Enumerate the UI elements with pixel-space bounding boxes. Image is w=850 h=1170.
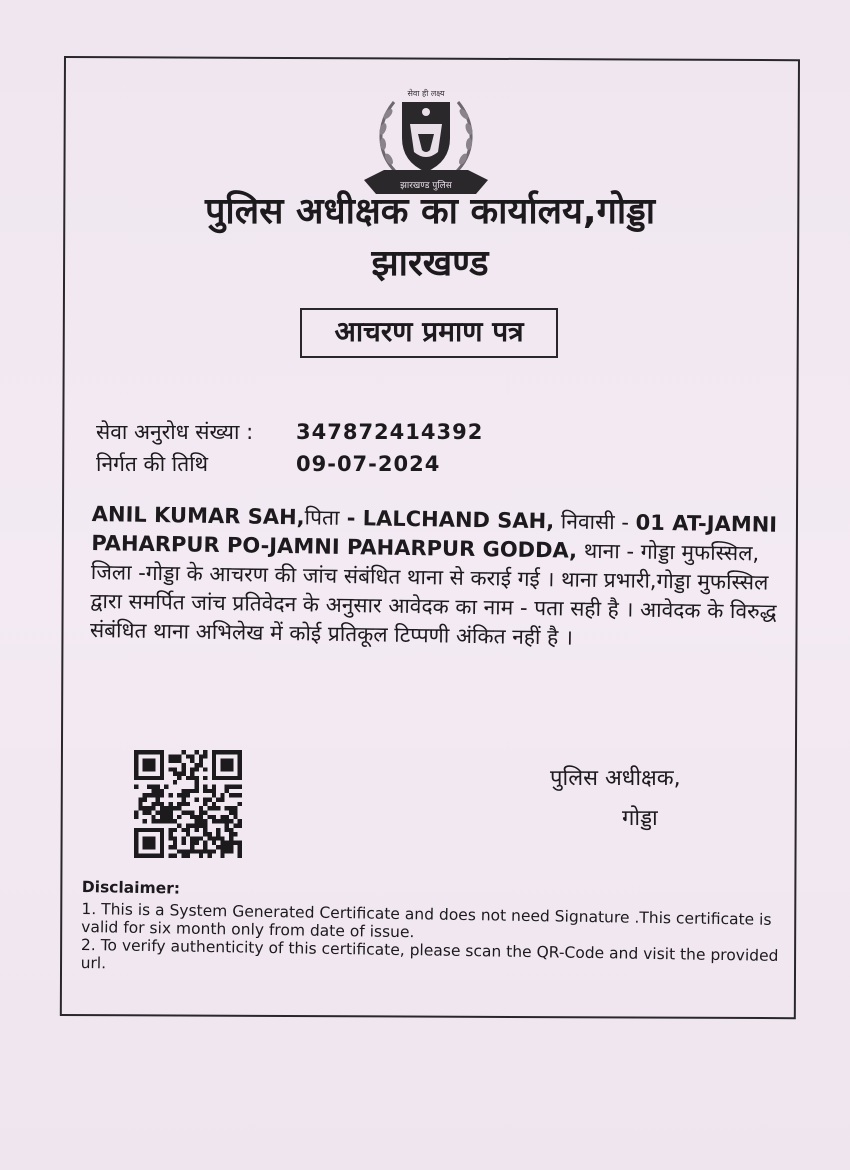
service-request-number: 347872414392 [296, 420, 484, 444]
office-title [150, 186, 710, 290]
disclaimer-item-1: 1. This is a System Generated Certificate and does not need Signature .This certificate is valid for six month only from date of issue. [81, 899, 772, 942]
signatory-location: गोड्डा [622, 806, 658, 831]
signatory-designation: पुलिस अधीक्षक, [550, 766, 681, 791]
service-request-row [96, 418, 483, 446]
service-request-label: सेवा अनुरोध संख्या : [96, 420, 254, 444]
disclaimer-heading: Disclaimer: [81, 878, 181, 898]
issue-date-row [96, 450, 440, 478]
certificate-body [90, 500, 790, 656]
certificate-body-text: थाना - गोड्डा मुफस्सिल, जिला -गोड्डा के आचरण की जांच संबंधित थाना से कराई गई । थाना प्रभारी,गोड्डा मुफस्सिल द्वारा समर्पित जांच प्रतिवेदन के अनुसार आवेदक का नाम - पता सही है । आवेदक के विरुद्ध संबंधित थाना अभिलेख में कोई प्रतिकूल टिप्पणी अंकित नहीं है । [89, 538, 777, 650]
applicant-address: 01 AT-JAMNI PAHARPUR PO-JAMNI PAHARPUR GODDA, [91, 510, 778, 563]
emblem-ribbon-text: झारखण्ड पुलिस [400, 181, 452, 191]
resident-label: निवासी - [554, 509, 636, 535]
qr-code-icon[interactable] [134, 750, 242, 858]
father-name: - LALCHAND SAH, [339, 505, 555, 534]
father-label: पिता [304, 505, 340, 530]
emblem-motto: सेवा ही लक्ष्य [407, 89, 445, 98]
applicant-name: ANIL KUMAR SAH, [91, 501, 305, 530]
certificate-title: आचरण प्रमाण पत्र [334, 315, 524, 348]
office-title-line1: पुलिस अधीक्षक का कार्यालय,गोड्डा [204, 191, 656, 232]
disclaimer [81, 878, 782, 983]
disclaimer-item-2: 2. To verify authenticity of this certificate, please scan the QR-Code and visit the provided url. [80, 935, 779, 973]
office-title-line2: झारखण्ड [371, 243, 489, 284]
issue-date-value: 09-07-2024 [296, 452, 441, 476]
police-emblem-icon [358, 84, 494, 202]
issue-date-label: निर्गत की तिथि [96, 452, 209, 476]
